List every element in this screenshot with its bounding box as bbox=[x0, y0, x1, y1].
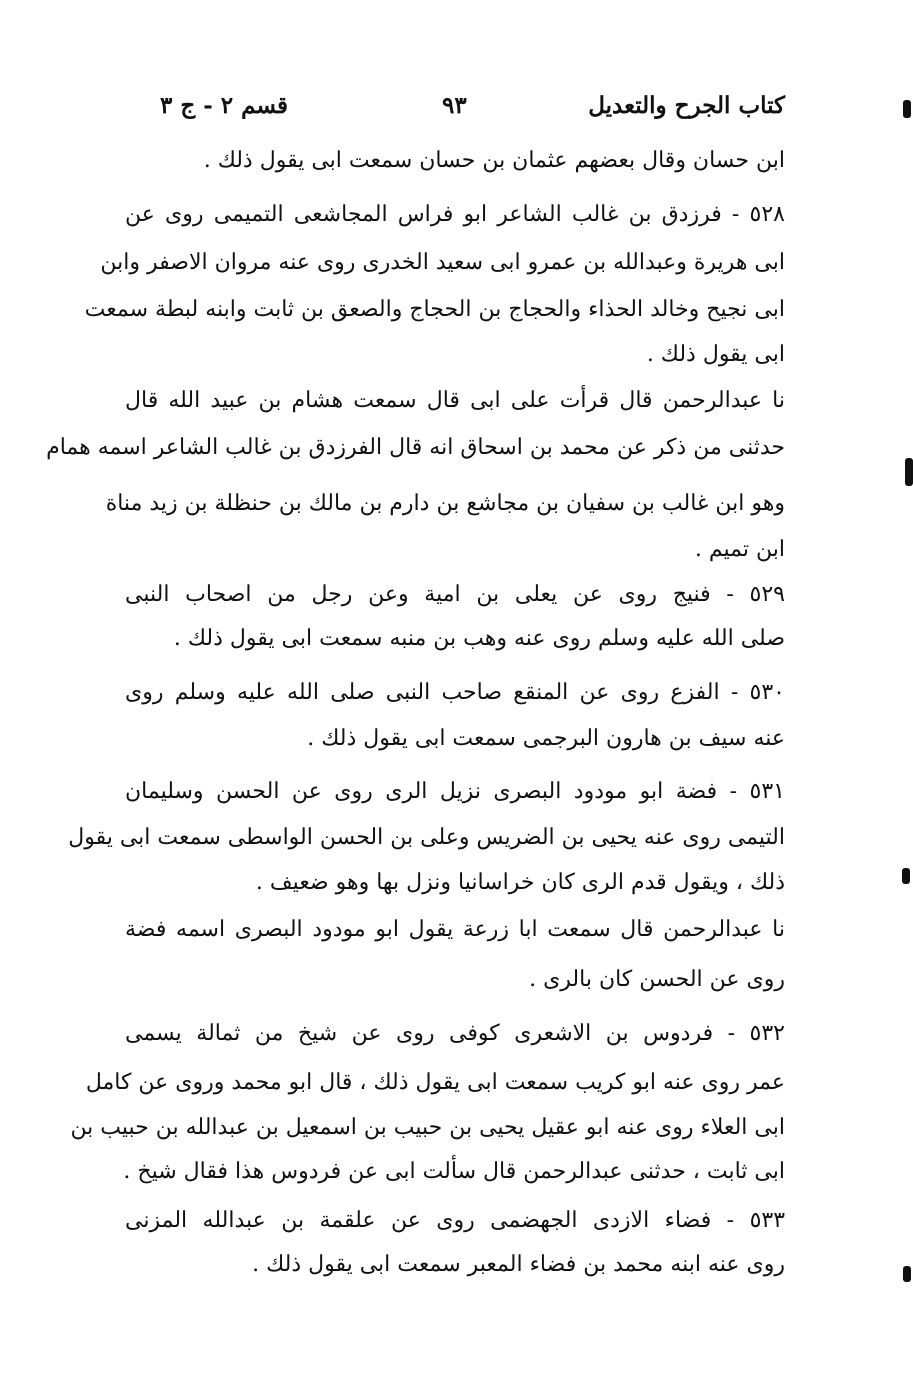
text-line: حدثنى من ذكر عن محمد بن اسحاق انه قال الفرزدق بن غالب الشاعر اسمه همام bbox=[46, 435, 785, 460]
text-line: ابى يقول ذلك . bbox=[646, 342, 785, 367]
page-header bbox=[160, 92, 785, 132]
edge-scan-mark bbox=[905, 458, 913, 486]
text-line: ابى هريرة وعبدالله بن عمرو ابى سعيد الخدرى روى عنه مروان الاصفر وابن bbox=[100, 250, 785, 275]
edge-scan-mark bbox=[903, 100, 911, 118]
text-line: وهو ابن غالب بن سفيان بن مجاشع بن دارم بن مالك بن حنظلة بن زيد مناة bbox=[105, 491, 785, 516]
text-line: ابى ثابت ، حدثنى عبدالرحمن قال سألت ابى عن فردوس هذا فقال شيخ . bbox=[123, 1159, 785, 1184]
text-line: التيمى روى عنه يحيى بن الضريس وعلى بن الحسن الواسطى سمعت ابى يقول bbox=[68, 825, 785, 850]
entry-533-line: ٥٣٣ - فضاء الازدى الجهضمى روى عن علقمة بن عبدالله المزنى bbox=[125, 1208, 786, 1233]
entry-529-line: ٥٢٩ - فنيج روى عن يعلى بن امية وعن رجل من اصحاب النبى bbox=[125, 582, 785, 607]
page-number: ٩٣ bbox=[442, 92, 467, 119]
text-line: ابن حسان وقال بعضهم عثمان بن حسان سمعت ابى يقول ذلك . bbox=[203, 148, 785, 173]
entry-532-line: ٥٣٢ - فردوس بن الاشعرى كوفى روى عن شيخ من ثمالة يسمى bbox=[125, 1021, 785, 1046]
book-title: كتاب الجرح والتعديل bbox=[588, 92, 785, 119]
text-line: صلى الله عليه وسلم روى عنه وهب بن منبه سمعت ابى يقول ذلك . bbox=[173, 626, 785, 651]
text-line: نا عبدالرحمن قال قرأت على ابى قال سمعت هشام بن عبيد الله قال bbox=[125, 388, 785, 413]
entry-528-line: ٥٢٨ - فرزدق بن غالب الشاعر ابو فراس المجاشعى التميمى روى عن bbox=[125, 202, 785, 227]
text-line: نا عبدالرحمن قال سمعت ابا زرعة يقول ابو مودود البصرى اسمه فضة bbox=[125, 917, 785, 942]
text-line: روى عن الحسن كان بالرى . bbox=[529, 967, 785, 992]
text-line: عنه سيف بن هارون البرجمى سمعت ابى يقول ذلك . bbox=[307, 726, 785, 751]
text-line: ابى نجيح وخالد الحذاء والحجاج بن الحجاج والصعق بن ثابت وابنه لبطة سمعت bbox=[84, 297, 785, 322]
text-line: ذلك ، ويقول قدم الرى كان خراسانيا ونزل بها وهو ضعيف . bbox=[255, 870, 785, 895]
part-volume-label: قسم ٢ - ج ٣ bbox=[160, 92, 288, 119]
edge-scan-mark bbox=[902, 868, 910, 884]
entry-530-line: ٥٣٠ - الفزع روى عن المنقع صاحب النبى صلى الله عليه وسلم روى bbox=[125, 680, 785, 705]
text-line: ابن تميم . bbox=[694, 537, 785, 562]
text-line: ابى العلاء روى عنه ابو عقيل يحيى بن حبيب بن اسمعيل بن عبدالله بن حبيب بن bbox=[70, 1115, 785, 1140]
entry-531-line: ٥٣١ - فضة ابو مودود البصرى نزيل الرى روى عن الحسن وسليمان bbox=[125, 779, 785, 804]
edge-scan-mark bbox=[903, 1266, 911, 1282]
text-line: عمر روى عنه ابو كريب سمعت ابى يقول ذلك ، قال ابو محمد وروى عن كامل bbox=[85, 1070, 785, 1095]
text-line: روى عنه ابنه محمد بن فضاء المعبر سمعت ابى يقول ذلك . bbox=[252, 1252, 785, 1277]
